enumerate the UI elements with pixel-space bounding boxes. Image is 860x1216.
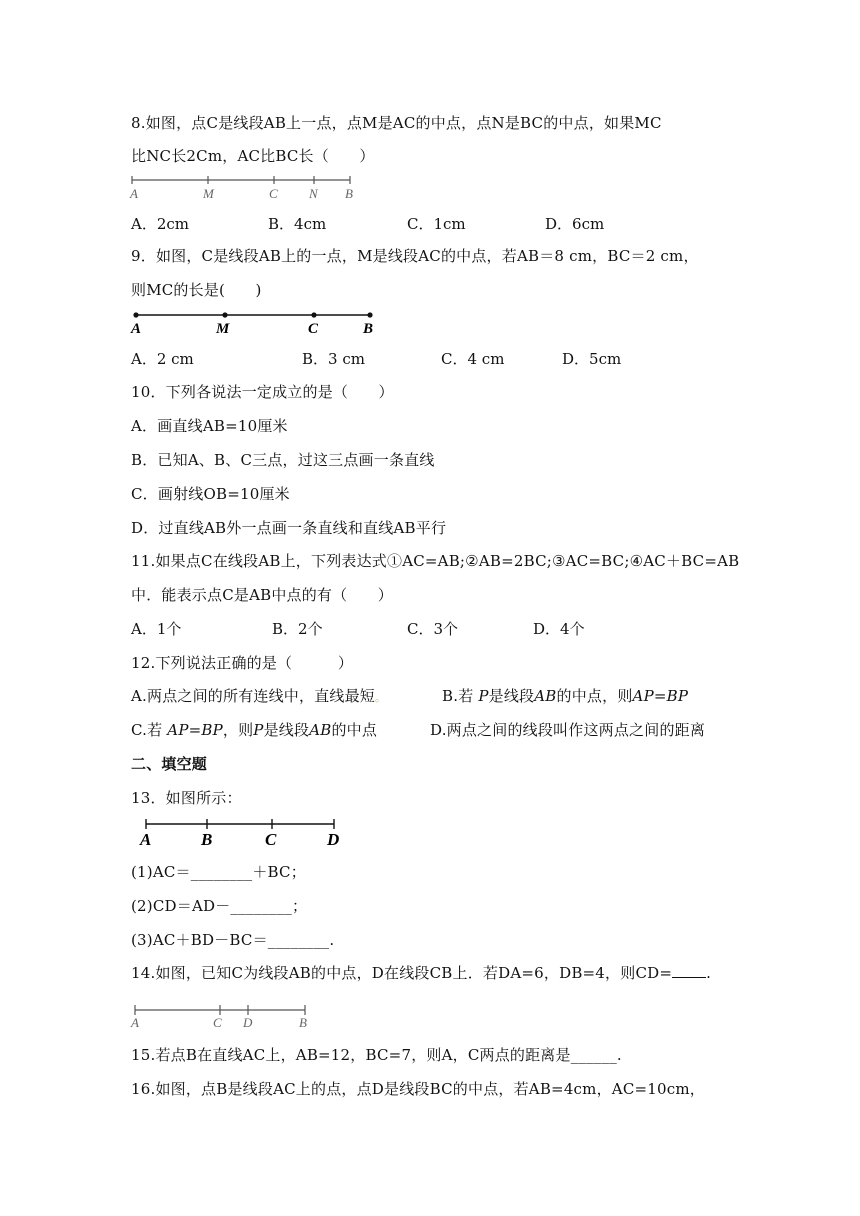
q12-option-b xyxy=(442,686,688,706)
q12-stem: 12.下列说法正确的是（ ） xyxy=(131,654,354,672)
q9-line1: 9．如图，C是线段AB上的一点，M是线段AC的中点，若AB＝8 cm，BC＝2 cm， xyxy=(131,247,699,265)
q12-option-b-ab: AB xyxy=(534,687,557,705)
q9-segment-figure xyxy=(128,306,380,338)
q8-line2: 比NC长2Cm，AC比BC长（ ） xyxy=(131,147,375,165)
q12-option-b-eq: AP=BP xyxy=(632,687,689,705)
q14-label-c: C xyxy=(213,1015,222,1030)
q14-text xyxy=(131,963,711,983)
q12-option-c xyxy=(131,720,377,740)
q12-option-b-post: 的中点，则 xyxy=(556,687,633,705)
q14-segment-figure xyxy=(128,1004,318,1032)
q12-option-c-ab: AB xyxy=(309,721,332,739)
q12-option-c-p: P xyxy=(253,721,264,739)
q9-label-m: M xyxy=(216,321,230,337)
q8-option-d: D．6cm xyxy=(545,215,605,233)
q13-stem: 13．如图所示： xyxy=(131,789,242,807)
q9-label-b: B xyxy=(363,321,374,337)
q13-item-3: (3)AC＋BD－BC＝________. xyxy=(131,931,335,949)
q9-line2: 则MC的长是( ) xyxy=(131,281,262,299)
q12-option-c-mid2: 是线段 xyxy=(263,721,310,739)
q12-option-a-text: A.两点之间的所有连线中，直线最短 xyxy=(131,687,376,705)
q13-segment-figure xyxy=(134,816,354,850)
q10-option-a: A．画直线AB=10厘米 xyxy=(131,417,288,435)
q14-label-b: B xyxy=(299,1015,307,1030)
q8-label-b: B xyxy=(345,186,353,201)
q8-segment-figure xyxy=(128,174,358,202)
q13-label-a: A xyxy=(140,830,152,849)
q12-option-c-post: 的中点 xyxy=(331,721,378,739)
q11-option-d: D．4个 xyxy=(533,620,585,638)
q11-line2: 中．能表示点C是AB中点的有（ ） xyxy=(131,586,393,604)
q13-item-2: (2)CD＝AD－________； xyxy=(131,897,308,915)
q9-option-a: A．2 cm xyxy=(131,350,194,368)
q9-label-a: A xyxy=(131,321,142,337)
q13-label-d: D xyxy=(327,830,340,849)
q11-line1: 11.如果点C在线段AB上，下列表达式①AC=AB;②AB=2BC;③AC=BC;④AC＋BC=AB xyxy=(131,552,740,570)
q8-line1: 8.如图，点C是线段AB上一点，点M是AC的中点，点N是BC的中点，如果MC xyxy=(131,114,662,132)
q12-option-b-mid: 是线段 xyxy=(488,687,535,705)
q14-text-pre: 14.如图，已知C为线段AB的中点，D在线段CB上．若DA=6，DB=4，则CD= xyxy=(131,964,673,982)
q12-option-d: D.两点之间的线段叫作这两点之间的距离 xyxy=(430,721,706,739)
q9-option-b: B．3 cm xyxy=(302,350,365,368)
q12-option-a xyxy=(131,686,386,708)
q8-label-a: A xyxy=(130,186,138,201)
q14-text-post: . xyxy=(706,964,712,982)
section-title-fill-in: 二、填空题 xyxy=(131,755,208,773)
q11-option-a: A．1个 xyxy=(131,620,182,638)
q13-label-b: B xyxy=(201,830,213,849)
q12-option-c-mid: ，则 xyxy=(222,721,254,739)
q13-label-c: C xyxy=(265,830,277,849)
q10-option-b: B．已知A、B、C三点，过这三点画一条直线 xyxy=(131,451,435,469)
q8-option-c: C．1cm xyxy=(407,215,466,233)
q8-option-b: B．4cm xyxy=(268,215,327,233)
q9-option-c: C．4 cm xyxy=(441,350,505,368)
q14-label-a: A xyxy=(131,1015,139,1030)
q10-option-d: D．过直线AB外一点画一条直线和直线AB平行 xyxy=(131,519,447,537)
q8-label-c: C xyxy=(269,186,278,201)
q9-label-c: C xyxy=(308,321,319,337)
q12-option-c-eq: AP=BP xyxy=(167,721,223,739)
q12-option-c-pre: C.若 xyxy=(131,721,168,739)
q16-text: 16.如图，点B是线段AC上的点，点D是线段BC的中点，若AB=4cm，AC=10cm， xyxy=(131,1080,705,1098)
q11-option-b: B．2个 xyxy=(272,620,323,638)
q11-option-c: C．3个 xyxy=(407,620,459,638)
q13-item-1: (1)AC＝________＋BC； xyxy=(131,863,306,881)
q8-label-m: M xyxy=(203,186,214,201)
q10-stem: 10．下列各说法一定成立的是（ ） xyxy=(131,383,394,401)
q14-label-d: D xyxy=(243,1015,253,1030)
q9-option-d: D．5cm xyxy=(562,350,622,368)
q15-text: 15.若点B在直线AC上，AB=12，BC=7，则A，C两点的距离是______. xyxy=(131,1046,622,1064)
q8-option-a: A．2cm xyxy=(131,215,190,233)
q12-option-a-mark: 。 xyxy=(375,691,387,704)
q12-option-b-pre: B.若 xyxy=(442,687,479,705)
q8-label-n: N xyxy=(309,186,318,201)
q12-option-b-p: P xyxy=(478,687,489,705)
q14-answer-blank[interactable] xyxy=(672,963,706,978)
q10-option-c: C．画射线OB=10厘米 xyxy=(131,485,290,503)
